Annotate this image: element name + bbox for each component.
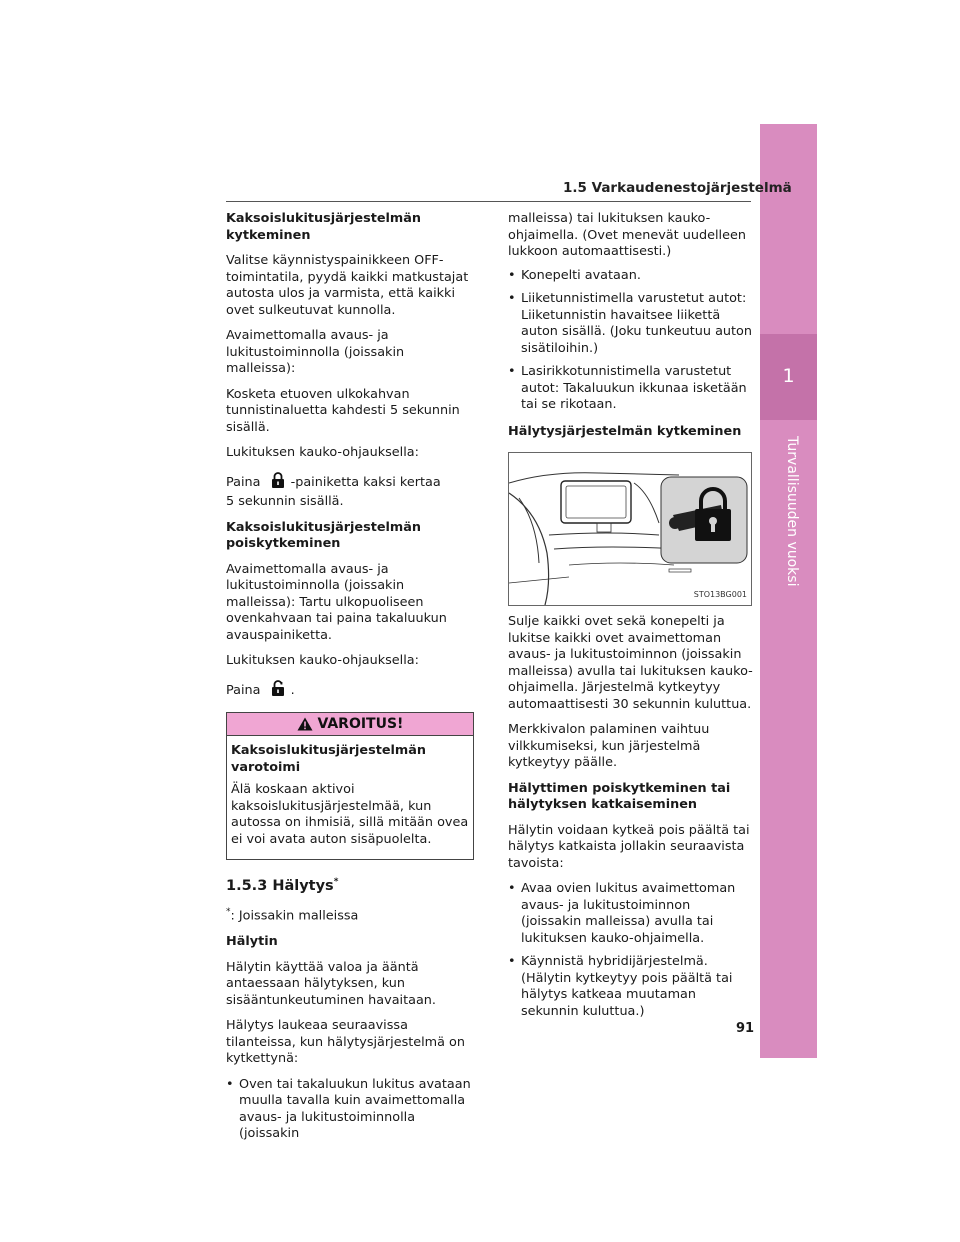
footnote-asterisk: *: [226, 907, 231, 918]
section-title-text: 1.5.3 Hälytys: [226, 877, 334, 894]
paragraph: Hälytin käyttää valoa ja ääntä antaessaan hälytyksen, kun sisääntunkeutuminen havaitaan.: [226, 959, 436, 1008]
section-header: 1.5 Varkaudenestojärjestelmä: [563, 180, 792, 196]
list-item-text: Oven tai takaluukun lukitus avataan muulla tavalla kuin avaimettomalla avaus- ja lukitustoiminnolla (joissakin: [239, 1076, 471, 1142]
paragraph: Lukituksen kauko-ohjauksella:: [226, 445, 419, 460]
section-title-alarm: [226, 874, 474, 894]
lock-icon: [271, 471, 285, 495]
warning-icon: [297, 716, 313, 738]
paragraph: Merkkivalon palaminen vaihtuu vilkkumiseksi, kun järjestelmä kytkeytyy päälle.: [508, 722, 710, 770]
warning-heading: Kaksoislukitusjärjestelmän varotoimi: [231, 743, 426, 775]
warning-text: Älä koskaan aktivoi kaksoislukitusjärjestelmää, kun autossa on ihmisiä, sillä mitään ovea ei voi avata auton sisäpuolelta.: [231, 782, 469, 847]
paragraph: Sulje kaikki ovet sekä konepelti ja lukitse kaikki ovet avaimettoman avaus- ja lukitustoiminnon (joissakin malleissa) avulla tai lukituksen kauko-ohjaimella. Järjestelmä kytkeytyy automaattisesti 30 sekunnin kuluttua.: [508, 614, 753, 712]
paragraph: Valitse käynnistyspainikkeen OFF-toimintatila, pyydä kaikki matkustajat autosta ulos ja varmista, että kaikki ovet sulkeutuvat kunnolla.: [226, 253, 469, 318]
bullet: •: [508, 267, 516, 283]
list-item-text: Käynnistä hybridijärjestelmä. (Hälytin kytkeytyy pois päältä tai hälytys katkeaa muutaman sekunnin kuluttua.): [521, 954, 733, 1019]
paragraph: Avaimettomalla avaus- ja lukitustoiminnolla (joissakin malleissa): Tartu ulkopuoliseen ovenkahvaan tai paina takaluukun avauspainiketta.: [226, 561, 447, 643]
dashboard-figure: [508, 452, 752, 606]
unlock-icon: [271, 679, 285, 703]
paragraph: Hälytys laukeaa seuraavissa tilanteissa, kun hälytysjärjestelmä on kytkettynä:: [226, 1018, 465, 1067]
list-item: [508, 881, 753, 947]
list-item-text: Lasirikkotunnistimella varustetut autot: Takaluukun ikkunaa isketään tai se rikotaan.: [521, 364, 747, 412]
left-column: [226, 211, 474, 1150]
list-item: [508, 364, 753, 414]
bullet: •: [508, 954, 516, 969]
chapter-title: Turvallisuuden vuoksi: [784, 436, 800, 587]
heading-double-lock-off: Kaksoislukitusjärjestelmän poiskytkeminen: [226, 519, 421, 551]
list-item-text: Konepelti avataan.: [521, 267, 641, 283]
list-item: [508, 291, 753, 357]
list-item: [226, 1077, 474, 1143]
chapter-sidebar: [760, 124, 817, 1058]
chapter-number: 1: [782, 365, 795, 387]
warning-body: [227, 736, 473, 859]
bullet: •: [226, 1076, 234, 1092]
list-item-text: Avaa ovien lukitus avaimettoman avaus- ja lukitustoiminnon (joissakin malleissa) avulla tai lukituksen kauko-ohjaimella.: [521, 881, 736, 946]
press-text: Paina: [226, 682, 261, 698]
header-rule: [226, 201, 751, 202]
list-item-continued: malleissa) tai lukituksen kauko-ohjaimella. (Ovet menevät uudelleen lukkoon automaattisesti.): [508, 211, 746, 259]
press-text: Paina: [226, 474, 261, 490]
figure-code: STO13BG001: [693, 589, 747, 599]
list-item: [508, 268, 753, 285]
paragraph: Avaimettomalla avaus- ja lukitustoiminnolla (joissakin malleissa):: [226, 328, 405, 376]
footnote: [226, 904, 474, 925]
heading-double-lock-on: Kaksoislukitusjärjestelmän kytkeminen: [226, 211, 421, 243]
paragraph-press-lock: [226, 471, 474, 511]
footnote-text: : Joissakin malleissa: [230, 908, 359, 924]
paragraph: Kosketa etuoven ulkokahvan tunnistinaluetta kahdesti 5 sekunnin sisällä.: [226, 386, 460, 435]
section-asterisk: *: [333, 877, 339, 887]
warning-title: VAROITUS!: [317, 716, 404, 732]
bullet: •: [508, 881, 516, 896]
list-item: [508, 954, 753, 1020]
bullet: •: [508, 364, 516, 379]
list-item-text: Liiketunnistimella varustetut autot: Liiketunnistin havaitsee liikettä auton sisällä. (Joku tunkeutuu auton sisätiloihin.): [521, 291, 752, 356]
heading-alarm-on: Hälytysjärjestelmän kytkeminen: [508, 423, 742, 439]
heading-alarm-off: Hälyttimen poiskytkeminen tai hälytyksen katkaiseminen: [508, 780, 731, 812]
dashboard-illustration: [509, 453, 751, 605]
bullet: •: [508, 291, 516, 306]
right-column: [508, 211, 753, 1027]
paragraph-press-unlock: [226, 679, 474, 703]
page-number: 91: [736, 1021, 755, 1036]
heading-alarm: Hälytin: [226, 934, 278, 950]
press-suffix: -painiketta kaksi kertaa: [290, 474, 441, 490]
paragraph: Lukituksen kauko-ohjauksella:: [226, 653, 419, 668]
warning-header: [227, 713, 473, 736]
press-suffix: .: [290, 682, 295, 698]
paragraph: Hälytin voidaan kytkeä pois päältä tai hälytys katkaista jollakin seuraavista tavoista:: [508, 822, 750, 871]
press-time: 5 sekunnin sisällä.: [226, 494, 344, 509]
warning-box: [226, 712, 474, 860]
